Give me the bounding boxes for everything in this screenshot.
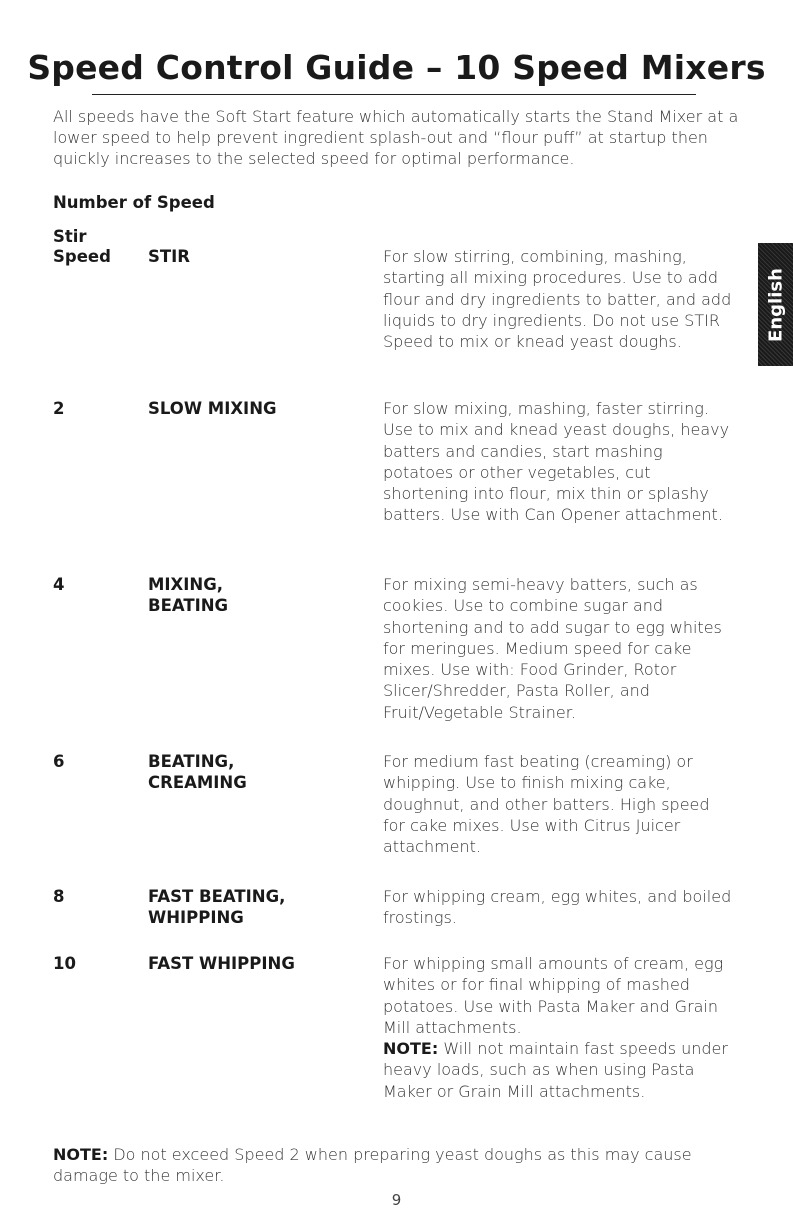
speed-description-text: For whipping small amounts of cream, egg whites or for final whipping of mashed potatoes. Use with Pasta Maker and Grain Mill attachments. [383, 954, 724, 1037]
speed-name: FAST WHIPPING [148, 954, 295, 973]
speed-description [383, 953, 735, 1102]
speed-name: BEATING, CREAMING [148, 752, 247, 792]
speed-description: For slow mixing, mashing, faster stirring. Use to mix and knead yeast doughs, heavy batters and candies, start mashing potatoes or other vegetables, cut shortening into flour, mix thin or splashy batters. Use with Can Opener attachment. [383, 399, 730, 525]
page-title: Speed Control Guide – 10 Speed Mixers [27, 48, 766, 87]
speed-name: SLOW MIXING [148, 399, 277, 418]
speed-description: For slow stirring, combining, mashing, starting all mixing procedures. Use to add flour and dry ingredients to batter, and add liquids to dry ingredients. Do not use STIR Speed to mix or knead yeast doughs. [383, 247, 732, 352]
footer-note-text: Do not exceed Speed 2 when preparing yeast doughs as this may cause damage to the mixer. [53, 1145, 692, 1185]
intro-paragraph: All speeds have the Soft Start feature which automatically starts the Stand Mixer at a lower speed to help prevent ingredient splash-out and “flour puff” at startup then quickly increases to the selected speed for optimal performance. [53, 107, 739, 168]
speed-number: 2 [53, 399, 65, 418]
stir-heading: Stir [53, 227, 87, 246]
speed-number: 8 [53, 887, 65, 906]
speed-number: 10 [53, 954, 76, 973]
speed-name: FAST BEATING, WHIPPING [148, 887, 286, 927]
inline-note-label: NOTE: [383, 1039, 439, 1059]
speed-description: For whipping cream, egg whites, and boiled frostings. [383, 887, 732, 928]
title-divider [92, 94, 696, 95]
speed-description: For mixing semi-heavy batters, such as cookies. Use to combine sugar and shortening and to add sugar to egg whites for meringues. Medium speed for cake mixes. Use with: Food Grinder, Rotor Slicer/Shredder, Pasta Roller, and Fruit/Vegetable Strainer. [383, 575, 722, 722]
speed-name: MIXING, BEATING [148, 575, 229, 615]
inline-note-text: Will not maintain fast speeds under heavy loads, such as when using Pasta Maker or Grain Mill attachments. [383, 1039, 728, 1101]
footer-note-label: NOTE: [53, 1145, 109, 1164]
speed-number: 6 [53, 752, 65, 771]
footer-note [53, 1144, 753, 1186]
language-tab-label: English [765, 267, 786, 342]
speed-name: STIR [148, 247, 190, 266]
speed-number: 4 [53, 575, 65, 594]
speed-number: Speed [53, 247, 111, 266]
page-number: 9 [391, 1191, 402, 1209]
number-of-speed-heading: Number of Speed [53, 193, 215, 212]
language-side-tab [758, 243, 793, 366]
speed-description: For medium fast beating (creaming) or whipping. Use to finish mixing cake, doughnut, and other batters. High speed for cake mixes. Use with Citrus Juicer attachment. [383, 752, 710, 857]
